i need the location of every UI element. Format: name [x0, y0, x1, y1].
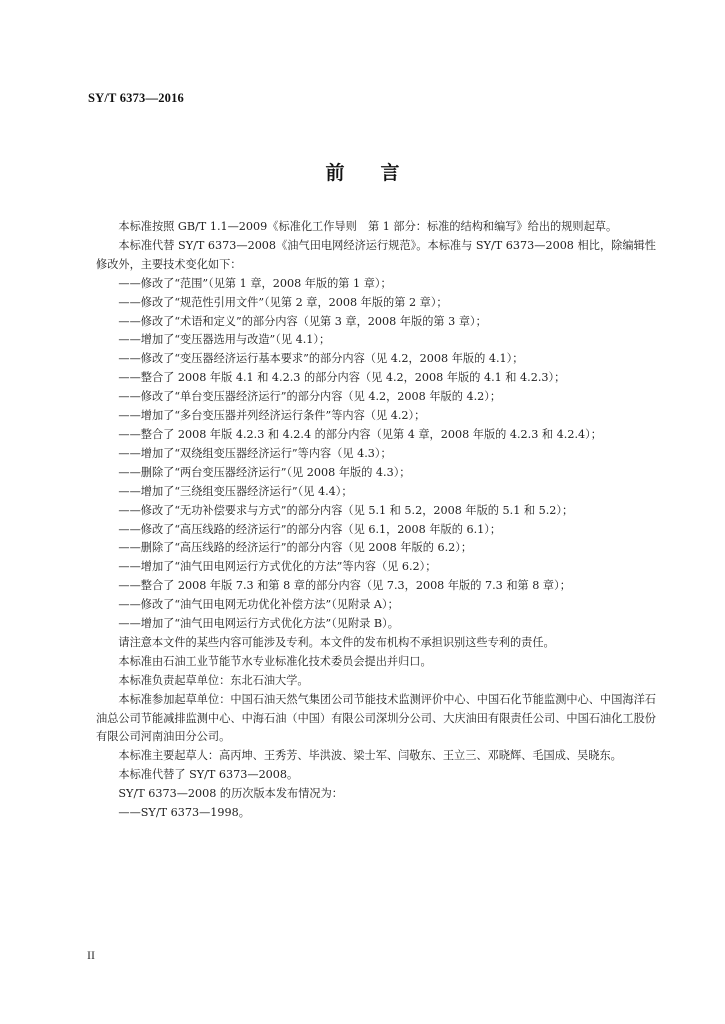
list-item: ——增加了“油气田电网运行方式优化方法”（见附录 B）。	[118, 617, 399, 631]
list-item: ——修改了“变压器经济运行基本要求”的部分内容（见 4.2，2008 年版的 4.1）；	[118, 352, 524, 366]
page-number: II	[87, 948, 95, 962]
list-item: ——增加了“多台变压器并列经济运行条件”等内容（见 4.2）；	[118, 409, 426, 423]
drafters: 本标准主要起草人：高丙坤、王秀芳、毕洪波、梁士军、闫敬东、王立三、邓晓辉、毛国成、吴晓东。	[118, 749, 622, 763]
list-item: ——修改了“范围”（见第 1 章，2008 年版的第 1 章）；	[118, 276, 392, 290]
proposer-statement: 本标准由石油工业节能节水专业标准化技术委员会提出并归口。	[118, 654, 432, 668]
intro-paragraph: 本标准按照 GB/T 1.1—2009《标准化工作导则 第 1 部分：标准的结构和编写》给出的规则起草。	[118, 220, 618, 233]
list-item: ——增加了“双绕组变压器经济运行”等内容（见 4.3）；	[118, 446, 392, 460]
list-item: ——整合了 2008 年版 4.1 和 4.2.3 的部分内容（见 4.2，2008 年版的 4.1 和 4.2.3）；	[118, 371, 566, 385]
list-item: ——修改了“无功补偿要求与方式”的部分内容（见 5.1 和 5.2，2008 年版的 5.1 和 5.2）；	[118, 503, 574, 517]
list-item: ——修改了“单台变压器经济运行”的部分内容（见 4.2，2008 年版的 4.2）；	[118, 390, 502, 404]
list-item: ——修改了“油气田电网无功优化补偿方法”（见附录 A）；	[118, 598, 399, 612]
list-item: ——增加了“变压器选用与改造”（见 4.1）；	[118, 333, 331, 347]
list-item: ——整合了 2008 年版 4.2.3 和 4.2.4 的部分内容（见第 4 章，2008 年版的 4.2.3 和 4.2.4）；	[118, 427, 602, 441]
history-item: ——SY/T 6373—1998。	[118, 806, 250, 820]
foreword-body	[96, 218, 656, 823]
list-item: ——修改了“规范性引用文件”（见第 2 章，2008 年版的第 2 章）；	[118, 295, 448, 309]
history-heading: SY/T 6373—2008 的历次版本发布情况为：	[118, 787, 343, 801]
list-item: ——修改了“术语和定义”的部分内容（见第 3 章，2008 年版的第 3 章）；	[118, 314, 487, 328]
replacement-statement: 本标准代替了 SY/T 6373—2008。	[118, 768, 299, 782]
list-item: ——删除了“高压线路的经济运行”的部分内容（见 2008 年版的 6.2）；	[118, 541, 473, 555]
page-title: 前言	[325, 162, 436, 184]
list-item: ——增加了“油气田电网运行方式优化的方法”等内容（见 6.2）；	[118, 560, 437, 574]
list-item: ——整合了 2008 年版 7.3 和第 8 章的部分内容（见 7.3，2008 年版的 7.3 和第 8 章）；	[118, 579, 571, 593]
changes-list	[96, 275, 656, 634]
participating-units: 本标准参加起草单位：中国石油天然气集团公司节能技术监测评价中心、中国石化节能监测中心、中国海洋石油总公司节能减排监测中心、中海石油（中国）有限公司深圳分公司、大庆油田有限责任公司、中国石油化工股份有限公司河南油田分公司。	[96, 692, 656, 744]
list-item: ——删除了“两台变压器经济运行”（见 2008 年版的 4.3）；	[118, 465, 411, 479]
patent-notice: 请注意本文件的某些内容可能涉及专利。本文件的发布机构不承担识别这些专利的责任。	[118, 635, 555, 649]
standard-code-header: SY/T 6373—2016	[88, 91, 184, 105]
intro-paragraph: 本标准代替 SY/T 6373—2008《油气田电网经济运行规范》。本标准与 SY/T 6373—2008 相比，除编辑性修改外，主要技术变化如下：	[96, 238, 656, 271]
drafting-unit: 本标准负责起草单位：东北石油大学。	[118, 673, 309, 687]
list-item: ——修改了“高压线路的经济运行”的部分内容（见 6.1，2008 年版的 6.1）；	[118, 522, 502, 536]
list-item: ——增加了“三绕组变压器经济运行”（见 4.4）；	[118, 484, 353, 498]
